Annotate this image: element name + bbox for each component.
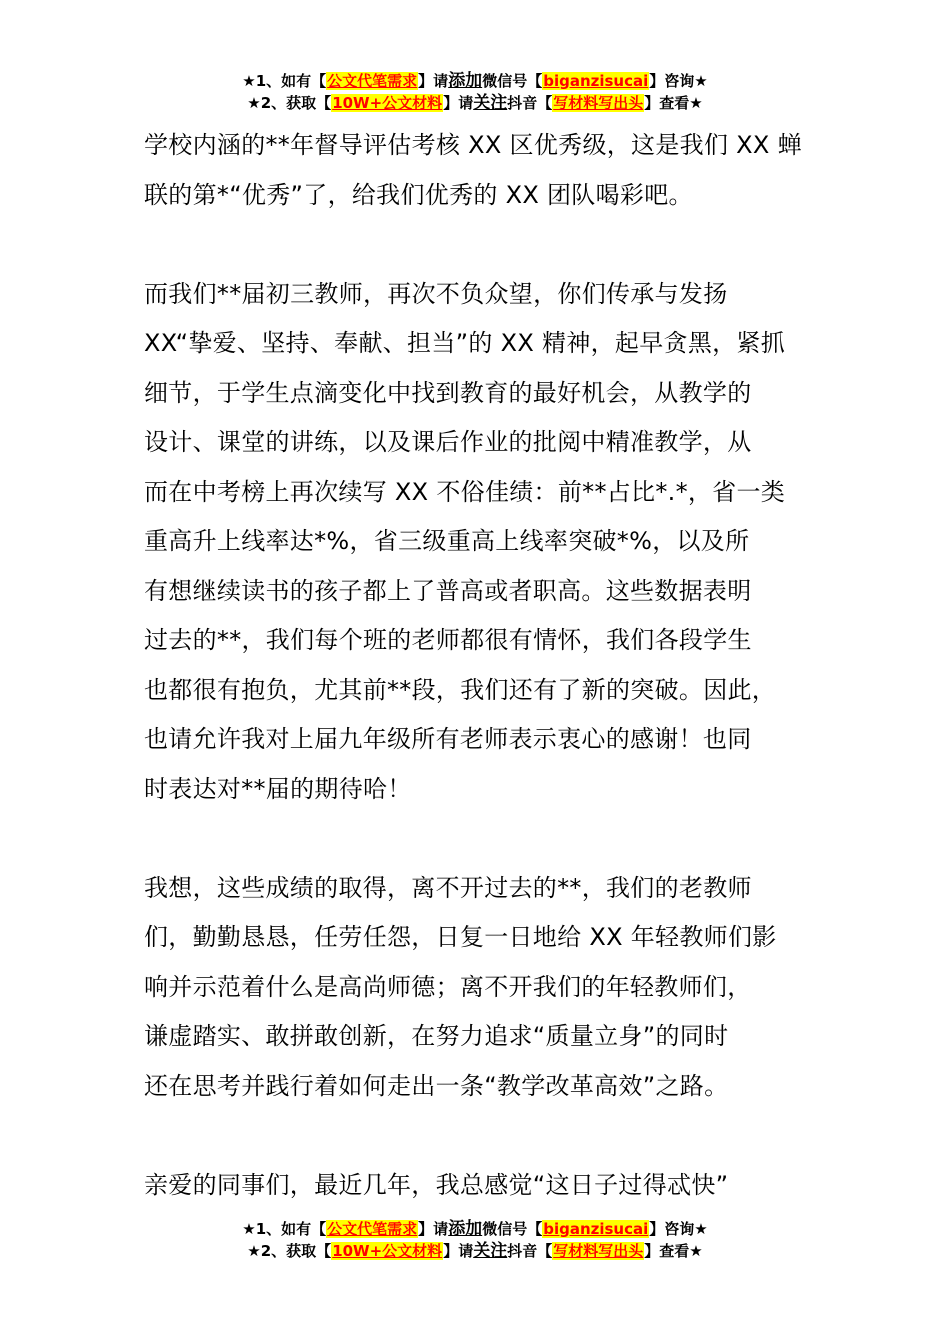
banner-text: 】请 (418, 72, 449, 90)
paragraph (144, 121, 834, 220)
text-line: 设计、课堂的讲练，以及课后作业的批阅中精准教学，从 (144, 428, 752, 456)
highlight-text: 10W+公文材料 (332, 94, 443, 112)
text-line: 而在中考榜上再次续写 XX 不俗佳绩：前**占比*.*，省一类 (144, 477, 786, 506)
text-line: 们，勤勤恳恳，任劳任怨，日复一日地给 XX 年轻教师们影 (144, 923, 777, 951)
banner-line-2 (0, 92, 950, 114)
banner-text: 】查看★ (644, 94, 703, 112)
text-line: 我想，这些成绩的取得，离不开过去的**，我们的老教师 (144, 873, 752, 902)
banner-text: 抖音【 (507, 94, 553, 112)
banner-line-2 (0, 1240, 950, 1262)
banner-text: 微信号【 (482, 72, 543, 90)
banner-text: 】咨询★ (649, 72, 708, 90)
wechat-id: biganzisucai (543, 72, 649, 90)
banner-text: 】请 (418, 1220, 449, 1238)
banner-text: 微信号【 (482, 1220, 543, 1238)
banner-text: 抖音【 (507, 1242, 553, 1260)
highlight-text: 公文代笔需求 (327, 72, 418, 90)
star-icon: ★ (247, 94, 261, 112)
text-line: 也请允许我对上届九年级所有老师表示衷心的感谢！也同 (144, 725, 752, 753)
douyin-account: 写材料写出头 (553, 94, 644, 112)
highlight-text: 10W+公文材料 (332, 1242, 443, 1260)
banner-text: 1、如有【 (255, 1220, 327, 1238)
text-line: 还在思考并践行着如何走出一条“教学改革高效”之路。 (144, 1071, 729, 1100)
emphasis-text: 关注 (473, 93, 508, 113)
text-line: 过去的**，我们每个班的老师都很有情怀，我们各段学生 (144, 626, 752, 654)
banner-line-1 (0, 1218, 950, 1240)
banner-text: 】查看★ (644, 1242, 703, 1260)
star-icon: ★ (242, 1220, 256, 1238)
banner-text: 】请 (443, 94, 474, 112)
text-line: 学校内涵的**年督导评估考核 XX 区优秀级，这是我们 XX 蝉 (144, 131, 802, 159)
text-line: XX“挚爱、坚持、奉献、担当”的 XX 精神，起早贪黑，紧抓 (144, 329, 786, 357)
douyin-account: 写材料写出头 (553, 1242, 644, 1260)
star-icon: ★ (247, 1242, 261, 1260)
document-body (144, 121, 834, 1210)
text-line: 响并示范着什么是高尚师德；离不开我们的年轻教师们， (144, 972, 752, 1001)
text-line: 时表达对**届的期待哈！ (144, 774, 412, 803)
text-line: 重高升上线率达*%，省三级重高上线率突破*%，以及所 (144, 527, 750, 555)
text-line: 细节，于学生点滴变化中找到教育的最好机会，从教学的 (144, 378, 752, 407)
paragraph (144, 864, 834, 1112)
text-line: 也都很有抱负，尤其前**段，我们还有了新的突破。因此， (144, 675, 777, 704)
paragraph (144, 270, 834, 815)
wechat-id: biganzisucai (543, 1220, 649, 1238)
header-banner (0, 70, 950, 114)
text-line: 有想继续读书的孩子都上了普高或者职高。这些数据表明 (144, 576, 752, 605)
emphasis-text: 添加 (448, 1219, 483, 1239)
emphasis-text: 添加 (448, 71, 483, 91)
highlight-text: 公文代笔需求 (327, 1220, 418, 1238)
text-line: 联的第*“优秀”了，给我们优秀的 XX 团队喝彩吧。 (144, 180, 693, 209)
banner-text: 】请 (443, 1242, 474, 1260)
text-line: 而我们**届初三教师，再次不负众望，你们传承与发扬 (144, 279, 728, 308)
banner-text: 】咨询★ (649, 1220, 708, 1238)
paragraph (144, 1161, 834, 1211)
banner-text: 1、如有【 (255, 72, 327, 90)
banner-text: 2、获取【 (260, 94, 332, 112)
star-icon: ★ (242, 72, 256, 90)
text-line: 亲爱的同事们，最近几年，我总感觉“这日子过得忒快” (144, 1170, 729, 1199)
banner-text: 2、获取【 (260, 1242, 332, 1260)
footer-banner (0, 1218, 950, 1262)
emphasis-text: 关注 (473, 1241, 508, 1261)
banner-line-1 (0, 70, 950, 92)
text-line: 谦虚踏实、敢拼敢创新，在努力追求“质量立身”的同时 (144, 1022, 729, 1050)
